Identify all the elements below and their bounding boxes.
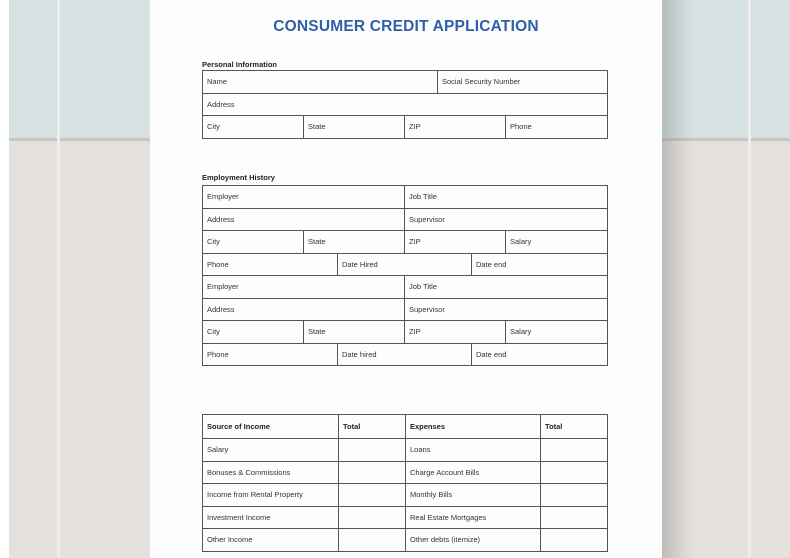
column-header: Total [339,415,406,439]
ssn-field[interactable]: Social Security Number [438,71,608,94]
job-title-field[interactable]: Job Title [405,276,608,299]
section-label-personal: Personal Information [202,60,278,69]
date-end-field[interactable]: Date end [472,343,608,366]
section-label-employment: Employment History [202,173,275,182]
employer-field[interactable]: Employer [203,276,405,299]
income-total-field[interactable] [339,506,406,529]
table-row [203,298,608,321]
document-page [150,0,662,558]
employer-address-field[interactable]: Address [203,208,405,231]
table-row [203,461,608,484]
employer-city-field[interactable]: City [203,231,304,254]
column-header: Total [541,415,608,439]
expense-total-field[interactable] [541,439,608,462]
name-field[interactable]: Name [203,71,438,94]
personal-info-table [202,70,608,139]
table-row [203,343,608,366]
job-title-field[interactable]: Job Title [405,186,608,209]
expense-total-field[interactable] [541,484,608,507]
background-groove [57,0,60,558]
income-total-field[interactable] [339,529,406,552]
employment-history-table [202,185,608,366]
table-row [203,208,608,231]
employer-state-field[interactable]: State [304,321,405,344]
income-total-field[interactable] [339,461,406,484]
background-groove [748,0,751,558]
salary-field[interactable]: Salary [506,231,608,254]
table-row [203,439,608,462]
employer-city-field[interactable]: City [203,321,304,344]
expense-cell: Monthly Bills [406,484,541,507]
date-end-field[interactable]: Date end [472,253,608,276]
document-title: CONSUMER CREDIT APPLICATION [273,18,539,35]
table-row [203,484,608,507]
city-field[interactable]: City [203,116,304,139]
employer-zip-field[interactable]: ZIP [405,321,506,344]
date-hired-field[interactable]: Date hired [338,343,472,366]
page-shadow [662,0,692,558]
table-row [203,186,608,209]
table-row [203,506,608,529]
table-header-row [203,415,608,439]
expense-cell: Loans [406,439,541,462]
background-edge [0,0,9,558]
salary-field[interactable]: Salary [506,321,608,344]
date-hired-field[interactable]: Date Hired [338,253,472,276]
table-row [203,253,608,276]
table-row [203,321,608,344]
table-row [203,231,608,254]
income-source-cell: Salary [203,439,339,462]
table-row [203,71,608,94]
expense-total-field[interactable] [541,461,608,484]
income-source-cell: Other Income [203,529,339,552]
zip-field[interactable]: ZIP [405,116,506,139]
expense-cell: Other debts (itemize) [406,529,541,552]
employer-zip-field[interactable]: ZIP [405,231,506,254]
employer-address-field[interactable]: Address [203,298,405,321]
expense-cell: Charge Account Bills [406,461,541,484]
expense-total-field[interactable] [541,506,608,529]
expense-total-field[interactable] [541,529,608,552]
table-row [203,529,608,552]
column-header: Expenses [406,415,541,439]
income-total-field[interactable] [339,484,406,507]
income-expenses-table [202,414,608,552]
expense-cell: Real Estate Mortgages [406,506,541,529]
address-field[interactable]: Address [203,93,608,116]
column-header: Source of Income [203,415,339,439]
income-total-field[interactable] [339,439,406,462]
supervisor-field[interactable]: Supervisor [405,298,608,321]
employer-field[interactable]: Employer [203,186,405,209]
income-source-cell: Investment Income [203,506,339,529]
table-row [203,116,608,139]
income-source-cell: Bonuses & Commissions [203,461,339,484]
phone-field[interactable]: Phone [506,116,608,139]
employer-phone-field[interactable]: Phone [203,343,338,366]
table-row [203,276,608,299]
table-row [203,93,608,116]
income-source-cell: Income from Rental Property [203,484,339,507]
state-field[interactable]: State [304,116,405,139]
employer-phone-field[interactable]: Phone [203,253,338,276]
supervisor-field[interactable]: Supervisor [405,208,608,231]
employer-state-field[interactable]: State [304,231,405,254]
